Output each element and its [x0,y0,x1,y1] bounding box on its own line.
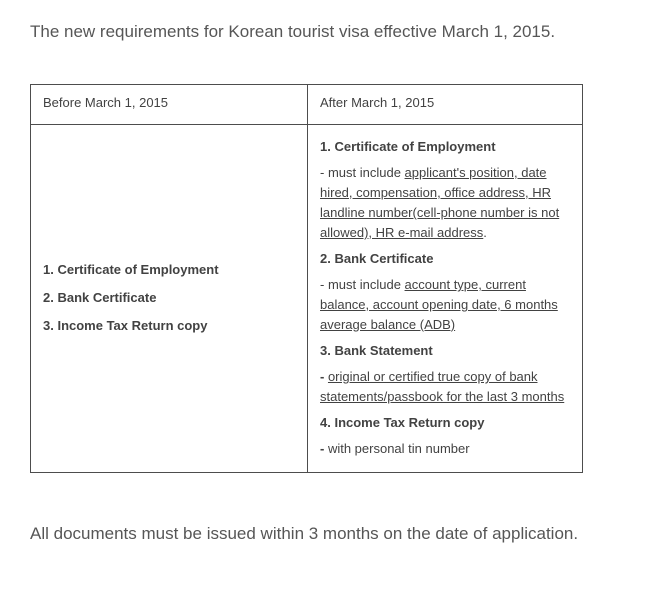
requirements-table [30,84,583,473]
table-header-row [31,85,583,125]
after-item-note [320,439,571,459]
note-prefix: - must include [320,277,405,292]
note-underlined: original or certified true copy of bank statements/passbook for the last 3 months [320,369,565,404]
before-item: 2. Bank Certificate [43,290,157,305]
cell-before-list [31,125,308,473]
cell-after-list [308,125,583,473]
after-item [320,137,571,243]
note-underlined: account type, current balance, account opening date, 6 months average balance (ADB) [320,277,558,332]
table-body-row [31,125,583,473]
note-dash: - [320,369,328,384]
after-item-note [320,275,571,335]
note-prefix: - must include [320,165,405,180]
note-suffix: . [483,225,487,240]
before-item: 3. Income Tax Return copy [43,318,208,333]
after-item-heading: 3. Bank Statement [320,343,433,358]
header-cell-after: After March 1, 2015 [308,85,583,125]
note-dash: - [320,441,328,456]
footer-note: All documents must be issued within 3 months on the date of application. [30,524,579,543]
after-item [320,341,571,407]
note-suffix: with personal tin number [327,441,470,456]
after-item [320,413,571,459]
before-item: 1. Certificate of Employment [43,262,219,277]
after-item-note [320,163,571,243]
after-item [320,249,571,335]
after-item-note [320,367,571,407]
page-title: The new requirements for Korean tourist visa effective March 1, 2015. [30,22,556,41]
after-item-heading: 1. Certificate of Employment [320,139,496,154]
after-item-heading: 4. Income Tax Return copy [320,415,485,430]
header-cell-before: Before March 1, 2015 [31,85,308,125]
note-underlined: applicant's position, date hired, compensation, office address, HR landline number(cell-phone number is not allowed), HR e-mail address [320,165,560,240]
after-item-heading: 2. Bank Certificate [320,251,434,266]
